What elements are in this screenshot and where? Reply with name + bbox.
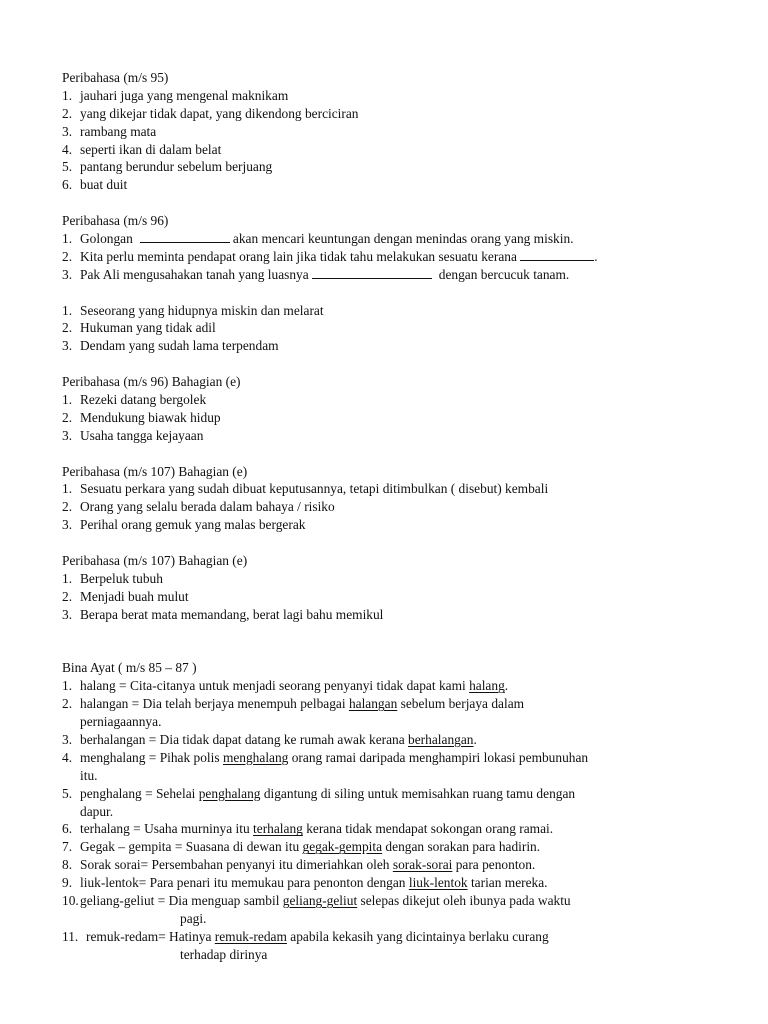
list-item: 3. Perihal orang gemuk yang malas bergerak xyxy=(62,517,306,533)
section-heading: Bina Ayat ( m/s 85 – 87 ) xyxy=(62,660,197,676)
list-item: 2. Menjadi buah mulut xyxy=(62,588,189,604)
section-heading: Peribahasa (m/s 95) xyxy=(62,70,169,85)
sentence-item: 1. halang = Cita-citanya untuk menjadi seorang penyanyi tidak dapat kami halang. xyxy=(62,678,509,694)
sentence-item: 2. halangan = Dia telah berjaya menempuh pelbagai halangan sebelum berjaya dalam xyxy=(62,696,525,712)
section-heading: Peribahasa (m/s 96) Bahagian (e) xyxy=(62,374,241,390)
section-heading: Peribahasa (m/s 96) xyxy=(62,213,169,229)
sentence-item: 11. remuk-redam= Hatinya remuk-redam apabila kekasih yang dicintainya berlaku curang xyxy=(62,928,549,944)
list-item: 6. buat duit xyxy=(62,177,128,193)
section-heading: Peribahasa (m/s 107) Bahagian (e) xyxy=(62,463,248,479)
sentence-item: 3. berhalangan = Dia tidak dapat datang ke rumah awak kerana berhalangan. xyxy=(62,731,477,747)
sentence-item: 4. menghalang = Pihak polis menghalang orang ramai daripada menghampiri lokasi pembunuhan xyxy=(62,749,589,765)
sentence-item: 9. liuk-lentok= Para penari itu memukau para penonton dengan liuk-lentok tarian mereka. xyxy=(62,875,548,891)
section-heading: Peribahasa (m/s 107) Bahagian (e) xyxy=(62,553,248,569)
list-item: 2. yang dikejar tidak dapat, yang dikendong berciciran xyxy=(62,105,359,121)
fill-in-question: 1. Golongan akan mencari keuntungan dengan menindas orang yang miskin. xyxy=(62,231,574,247)
list-item: 1. Seseorang yang hidupnya miskin dan melarat xyxy=(62,302,324,318)
bina-ayat-section xyxy=(62,659,742,963)
sentence-item: 6. terhalang = Usaha murninya itu terhalang kerana tidak mendapat sokongan orang ramai. xyxy=(62,821,554,837)
answer-blank[interactable] xyxy=(312,267,432,279)
sentence-item: 10. geliang-geliut = Dia menguap sambil geliang-geliut selepas dikejut oleh ibunya pada waktu xyxy=(62,892,571,908)
list-item: 1. jauhari juga yang mengenal maknikam xyxy=(62,87,289,103)
list-item: 4. seperti ikan di dalam belat xyxy=(62,141,222,157)
sentence-item: 5. penghalang = Sehelai penghalang digantung di siling untuk memisahkan ruang tamu dengan xyxy=(62,785,576,801)
list-item: 5. pantang berundur sebelum berjuang xyxy=(62,159,273,175)
sentence-continuation: dapur. xyxy=(80,803,114,819)
list-item: 3. Dendam yang sudah lama terpendam xyxy=(62,338,279,354)
list-item: 1. Rezeki datang bergolek xyxy=(62,392,207,408)
fill-in-question: 2. Kita perlu meminta pendapat orang lain jika tidak tahu melakukan sesuatu kerana . xyxy=(62,248,598,264)
list-item: 3. rambang mata xyxy=(62,123,157,139)
sentence-item: 8. Sorak sorai= Persembahan penyanyi itu dimeriahkan oleh sorak-sorai para penonton. xyxy=(62,857,536,873)
answer-blank[interactable] xyxy=(140,231,230,243)
fill-in-question: 3. Pak Ali mengusahakan tanah yang luasnya dengan bercucuk tanam. xyxy=(62,266,570,282)
list-item: 1. Sesuatu perkara yang sudah dibuat keputusannya, tetapi ditimbulkan ( disebut) kembali xyxy=(62,481,549,497)
sentence-continuation: itu. xyxy=(80,767,98,783)
sentence-continuation: terhadap dirinya xyxy=(180,946,268,962)
document-page xyxy=(62,69,742,964)
list-item: 3. Usaha tangga kejayaan xyxy=(62,427,204,443)
list-item: 2. Mendukung biawak hidup xyxy=(62,409,221,425)
sentence-continuation: perniagaannya. xyxy=(80,714,162,730)
list-item: 1. Berpeluk tubuh xyxy=(62,570,163,586)
list-item: 2. Hukuman yang tidak adil xyxy=(62,320,216,336)
list-item: 2. Orang yang selalu berada dalam bahaya / risiko xyxy=(62,499,335,515)
answer-blank[interactable] xyxy=(520,249,594,261)
sentence-item: 7. Gegak – gempita = Suasana di dewan itu gegak-gempita dengan sorakan para hadirin. xyxy=(62,839,541,855)
list-item: 3. Berapa berat mata memandang, berat lagi bahu memikul xyxy=(62,606,384,622)
sentence-continuation: pagi. xyxy=(180,910,207,926)
